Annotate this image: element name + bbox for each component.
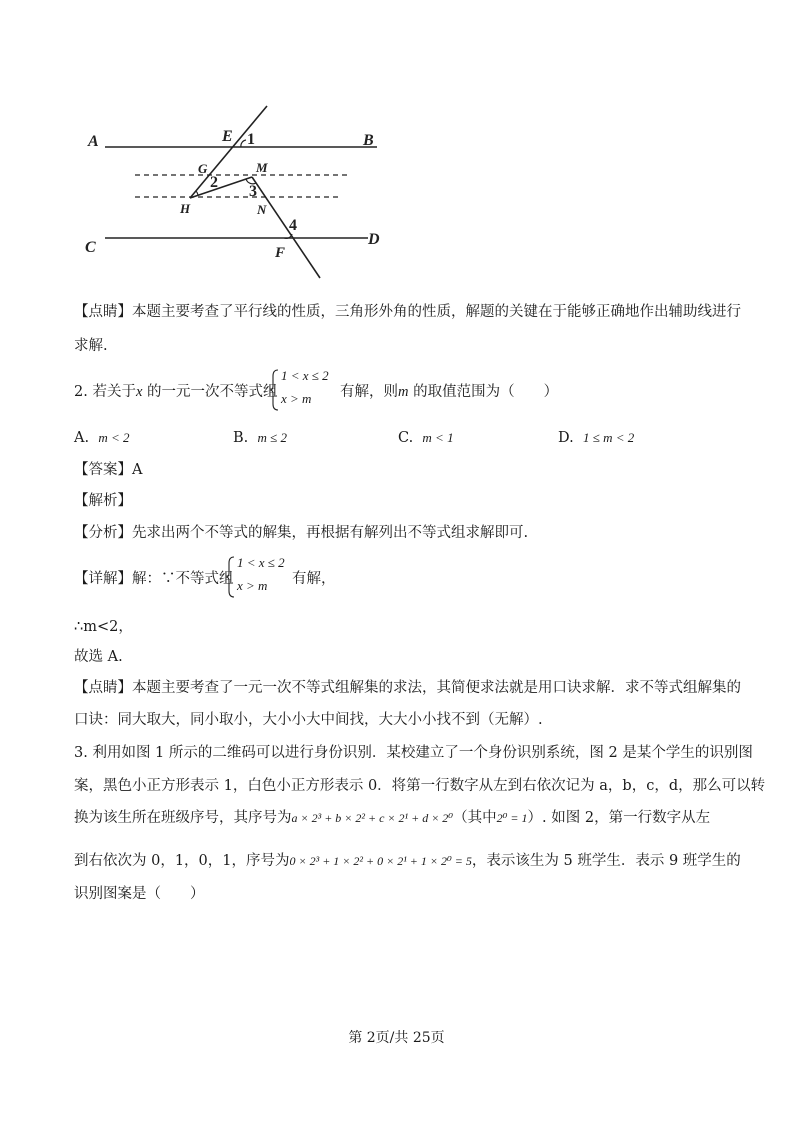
page-footer: 第 2页/共 25页 — [348, 1030, 445, 1046]
geometry-figure — [80, 100, 400, 280]
q2-option-a — [74, 428, 129, 448]
label-angle-2: 2 — [210, 174, 218, 191]
q3-line4 — [74, 851, 741, 871]
option-letter: A. — [74, 430, 90, 446]
answer-tag: 【答案】 — [74, 462, 132, 478]
q2-stem-pre: 2. 若关于 — [74, 384, 136, 400]
xiangjie-pre: 解：∵不等式组 — [132, 571, 234, 587]
q2-choose: 故选 A. — [74, 649, 123, 665]
option-expr: m ≤ 2 — [257, 430, 288, 445]
label-angle-1: 1 — [247, 131, 255, 148]
q2-option-b — [233, 428, 287, 448]
detail-system-line2: x > m — [237, 578, 268, 593]
q3-line1: 3. 利用如图 1 所示的二维码可以进行身份识别．某校建立了一个身份识别系统，图 2 是某个学生的识别图 — [74, 745, 753, 761]
option-letter: D. — [558, 430, 574, 446]
q1-comment-line1 — [74, 302, 741, 322]
fenxi-text: 先求出两个不等式的解集，再根据有解列出不等式组求解即可. — [132, 525, 529, 541]
dianjing-text1: 本题主要考查了一元一次不等式组解集的求法，其简便求法就是用口诀求解．求不等式组解集的 — [132, 680, 741, 696]
q2-detail-inequality-system — [226, 555, 296, 599]
option-expr: m < 2 — [98, 430, 130, 445]
detail-system-line1: 1 < x ≤ 2 — [237, 555, 285, 570]
q2-var-m: m — [398, 384, 409, 400]
q2-dianjing-line2: 口诀：同大取大，同小取小，大小小大中间找，大大小小找不到（无解）. — [74, 712, 543, 728]
q2-therefore: ∴m<2， — [74, 619, 133, 635]
q2-analysis-tag: 【解析】 — [74, 493, 132, 509]
q3-l3-mid: （其中 — [453, 810, 497, 826]
q3-l3-pre: 换为该生所在班级序号，其序号为 — [74, 810, 292, 826]
label-b: B — [363, 132, 374, 149]
q2-system-line2: x > m — [281, 391, 312, 406]
q1-comment-tag: 【点睛】 — [74, 304, 132, 320]
q2-stem-mid: 的一元一次不等式组 — [142, 384, 278, 400]
option-expr: m < 1 — [422, 430, 454, 445]
q2-dianjing-line1 — [74, 678, 741, 698]
label-a: A — [88, 133, 99, 150]
dianjing-tag: 【点睛】 — [74, 680, 132, 696]
fenxi-tag: 【分析】 — [74, 525, 132, 541]
q2-system-line1: 1 < x ≤ 2 — [281, 368, 329, 383]
xiangjie-tag: 【详解】 — [74, 571, 132, 587]
q2-fenxi — [74, 523, 528, 543]
q2-option-c — [398, 428, 454, 448]
q3-l4-pre: 到右依次为 0，1，0，1，序号为 — [74, 853, 290, 869]
option-letter: B. — [233, 430, 249, 446]
q2-inequality-system — [270, 368, 340, 412]
q3-l3-formula: a × 2³ + b × 2² + c × 2¹ + d × 2⁰ — [291, 811, 454, 825]
q1-comment-text1: 本题主要考查了平行线的性质，三角形外角的性质，解题的关键在于能够正确地作出辅助线进行 — [132, 304, 741, 320]
q3-l4-formula: 0 × 2³ + 1 × 2² + 0 × 2¹ + 1 × 2⁰ = 5 — [289, 854, 472, 868]
q3-l4-post: ，表示该生为 5 班学生．表示 9 班学生的 — [471, 853, 741, 869]
angle-2-arc — [196, 191, 198, 195]
q2-xiangjie-left — [74, 569, 234, 589]
line-mf — [252, 177, 320, 278]
q2-stem-right — [340, 382, 558, 402]
label-c: C — [85, 239, 96, 256]
option-expr: 1 ≤ m < 2 — [582, 430, 635, 445]
q2-answer — [74, 460, 142, 480]
q1-comment-line2: 求解. — [74, 338, 108, 354]
q3-l3-note: 2⁰ = 1 — [496, 811, 528, 825]
q3-line3 — [74, 808, 710, 828]
option-letter: C. — [398, 430, 414, 446]
q2-xiangjie-post: 有解， — [292, 571, 336, 587]
label-angle-4: 4 — [289, 217, 297, 234]
q3-l3-post: ）. 如图 2，第一行数字从左 — [527, 810, 711, 826]
label-e: E — [222, 128, 233, 145]
label-h: H — [180, 201, 191, 216]
q2-stem-post: 有解，则 — [340, 384, 398, 400]
q3-line2: 案，黑色小正方形表示 1，白色小正方形表示 0．将第一行数字从左到右依次记为 a，b，c，d，那么可以转 — [74, 778, 766, 794]
label-m: M — [256, 160, 268, 175]
label-angle-3: 3 — [249, 183, 257, 200]
answer-value: A — [132, 462, 143, 478]
q2-option-d — [558, 428, 634, 448]
q2-stem-left — [74, 382, 278, 402]
label-g: G — [198, 161, 208, 176]
q2-var-x: x — [135, 384, 143, 400]
label-n: N — [257, 202, 267, 217]
label-d: D — [368, 231, 380, 248]
label-f: F — [275, 245, 286, 261]
angle-1-arc — [241, 140, 246, 147]
q2-stem-end: 的取值范围为（ ） — [408, 384, 559, 400]
q3-line5: 识别图案是（ ） — [74, 886, 205, 902]
